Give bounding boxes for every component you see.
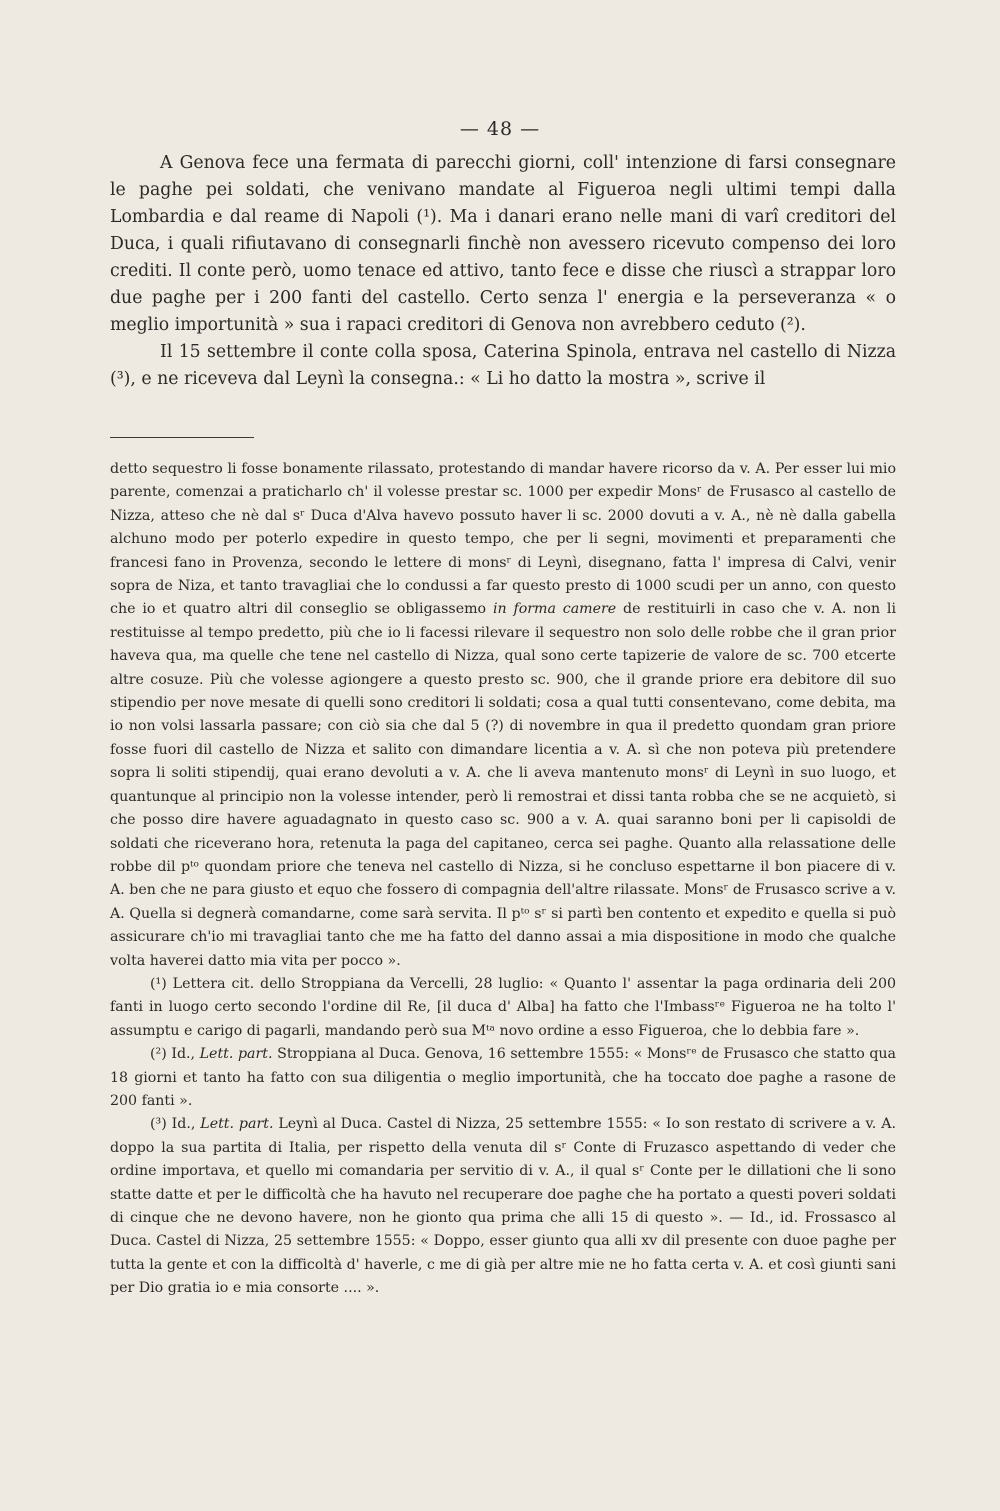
footnote-continuation-italic: in forma camere	[492, 601, 617, 618]
body-paragraph-1: A Genova fece una fermata di parecchi giorni, coll' intenzione di farsi consegnare le paghe pei soldati, che venivano mandate al Figueroa negli ultimi tempi dalla Lombardia e dal reame di Napoli (¹). Ma i danari erano nelle mani di varî creditori del Duca, i quali rifiutavano di consegnarli finchè non avessero ricevuto compenso dei loro crediti. Il conte però, uomo tenace ed attivo, tanto fece e disse che riuscì a strappar loro due paghe per i 200 fanti del castello. Certo senza l' energia e la perseveranza « o meglio importunità » sua i rapaci creditori di Genova non avrebbero ceduto (²).	[110, 153, 896, 335]
footnote-continuation-end: de restituirli in caso che v. A. non li restituisse al tempo predetto, più che io li facessi rilevare il sequestro non solo delle robbe che il gran prior haveva qua, ma quelle che tene nel castello di Nizza, qual sono certe tapizerie de valore de sc. 700 etcerte altre cosuze. Più che volesse agiongere a questo presto sc. 900, che il grande priore era debitore dil suo stipendio per nove mesate di quelli sono creditori li soldati; cosa a qual tutti consentevano, come debita, ma io non volsi lassarla passare; con ciò sia che dal 5 (?) di novembre in qua il predetto quondam gran priore fosse fuori dil castello de Nizza et salito con dimandare licentia a v. A. sì che non poteva più pretendere sopra li soliti stipendij, quai erano devoluti a v. A. che li aveva mantenuto monsʳ di Leynì in suo luogo, et quantunque al principio non la volesse intender, però li remostrai et dissi tanta robba che se ne acquietò, si che posso dire havere aguadagnato in questo caso sc. 900 a v. A. quai saranno boni per li capisoldi de soldati che riceverano hora, retenuta la paga del capitaneo, cerca sei paghe. Quanto alla relassatione delle robbe dil pᵗᵒ quondam priore che teneva nel castello di Nizza, si he concluso espettarne il bon piacere di v. A. ben che ne para giusto et equo che fossero di compagnia dell'altre rilassate. Monsʳ de Frusasco scrive a v. A. Quella si degnerà comandarne, come sarà servita. Il pᵗᵒ sʳ si partì ben contento et expedito e quella si può assicurare ch'io mi travagliai tanto che me ha fatto del danno assai a mia dispositione in modo che qualche volta haverei datto mia vita per pocco ».	[110, 601, 897, 969]
body-paragraph-2: Il 15 settembre il conte colla sposa, Caterina Spinola, entrava nel castello di Nizza (³), e ne riceveva dal Leynì la consegna.: « Li ho datto la mostra », scrive il	[110, 342, 896, 389]
footnote-2-ref: (²) Id.,	[150, 1046, 196, 1063]
footnote-2	[110, 1043, 896, 1113]
footnote-continuation-text: detto sequestro li fosse bonamente rilassato, protestando di mandar havere ricorso da v. A. Per esser lui mio parente, comenzai a praticharlo ch' il volesse prestar sc. 1000 per expedir Monsʳ de Frusasco al castello de Nizza, atteso che nè dal sʳ Duca d'Alva havevo possuto haver li sc. 2000 dovuti a v. A., nè nè dalla gabella alchuno modo per poterlo expedire in questo tempo, che per li segni, movimenti et preparamenti che francesi fano in Provenza, secondo le lettere di monsʳ di Leynì, disegnano, fatta l' impresa di Calvi, venir sopra de Niza, et tanto travagliai che lo condussi a far questo presto di 1000 scudi per un anno, con questo che io et quatro altri dil conseglio se obligassemo	[110, 461, 896, 618]
page-number: — 48 —	[459, 118, 541, 140]
footnote-3-text: Leynì al Duca. Castel di Nizza, 25 settembre 1555: « Io son restato di scrivere a v. A. doppo la sua partita di Italia, per rispetto della venuta dil sʳ Conte di Fruzasco aspettando di veder che ordine importava, et quello mi comandaria per servitio di v. A., il qual sʳ Conte per le dillationi che li sono statte datte et per le difficoltà che ha havuto nel recuperare doe paghe che ha portato a questi poveri soldati di cinque che ne devono havere, non he gionto qua prima che alli 15 di questo ». — Id., id. Frossasco al Duca. Castel di Nizza, 25 settembre 1555: « Doppo, esser giunto qua alli xv dil presente con duoe paghe per tutta la gente et con la difficoltà d' haverle, c me di già per altre mie ne ho fatta certa v. A. et così giunti sani per Dio gratia io e mia consorte .... ».	[110, 1116, 896, 1297]
footnote-1: (¹) Lettera cit. dello Stroppiana da Vercelli, 28 luglio: « Quanto l' assentar la paga ordinaria deli 200 fanti in luogo certo secondo l'ordine dil Re, [il duca d' Alba] ha fatto che l'Imbassʳᵉ Figueroa ne ha tolto l' assumptu e carigo di pagarli, mandando però sua Mᵗᵃ novo ordine a esso Figueroa, che lo debbia fare ».	[110, 975, 896, 1039]
footnote-3-italic: Lett. part.	[200, 1116, 274, 1133]
main-text	[110, 150, 896, 393]
footnotes	[110, 458, 896, 1301]
footnote-3	[110, 1113, 896, 1300]
footnote-2-text: Stroppiana al Duca. Genova, 16 settembre 1555: « Monsʳᵉ de Frusasco che statto qua 18 giorni et tanto ha fatto con sua diligentia o meglio importunità, che ha toccato doe paghe a rasone de 200 fanti ».	[110, 1046, 896, 1109]
footnote-2-italic: Lett. part.	[199, 1046, 273, 1063]
footnote-separator	[110, 437, 254, 438]
footnote-3-ref: (³) Id.,	[150, 1116, 196, 1133]
footnote-continuation	[110, 458, 896, 973]
